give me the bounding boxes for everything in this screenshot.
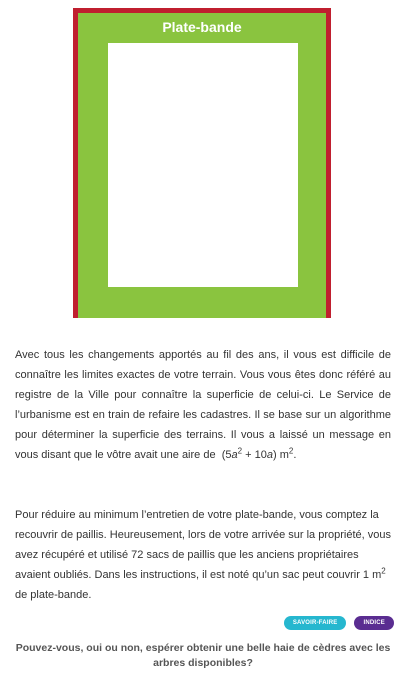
- paragraph-2-unit-exp: 2: [381, 566, 386, 576]
- problem-paragraph-2: [15, 505, 391, 605]
- area-unit-exp: 2: [288, 446, 294, 456]
- paragraph-1-end: .: [293, 449, 297, 461]
- area-exp: 2: [237, 446, 243, 456]
- savoir-faire-button[interactable]: SAVOIR-FAIRE: [284, 616, 347, 630]
- area-open: (5: [221, 449, 232, 461]
- area-expression: [219, 446, 297, 461]
- figure-inner-area: [108, 43, 298, 287]
- figure-title: Plate-bande: [162, 19, 242, 35]
- problem-paragraph-1: [15, 345, 391, 465]
- paragraph-2-text: Pour réduire au minimum l’entretien de votre plate-bande, vous comptez la recouvrir de paillis. Heureusement, lors de votre arrivée sur la propriété, vous avez récupéré et utilisé 72 sacs de paillis que les anciens propriétaires avaient oubliés. Dans les instructions, il est noté qu’un sac peut couvrir 1 m: [15, 509, 391, 581]
- paragraph-1-text: Avec tous les changements apportés au fil des ans, il vous est difficile de connaître les limites exactes de votre terrain. Vous vous êtes donc référé au registre de la Ville pour connaître la superficie de celui-ci. Le Service de l’urbanisme est en train de refaire les cadastres. Il se base sur un algorithme pour déterminer la superficie des terrains. Il vous a laissé un message en vous disant que le vôtre avait une aire de: [15, 349, 391, 461]
- area-var-2: a: [266, 449, 273, 461]
- plate-bande-figure: [73, 8, 331, 318]
- area-mid: + 10: [242, 449, 267, 461]
- indice-button[interactable]: INDICE: [354, 616, 394, 630]
- area-close: ) m: [272, 449, 289, 461]
- area-var-1: a: [231, 449, 238, 461]
- paragraph-2-end: de plate-bande.: [15, 589, 92, 601]
- help-buttons: [284, 616, 394, 630]
- question-text: Pouvez-vous, oui ou non, espérer obtenir une belle haie de cèdres avec les arbres disponibles?: [15, 642, 391, 669]
